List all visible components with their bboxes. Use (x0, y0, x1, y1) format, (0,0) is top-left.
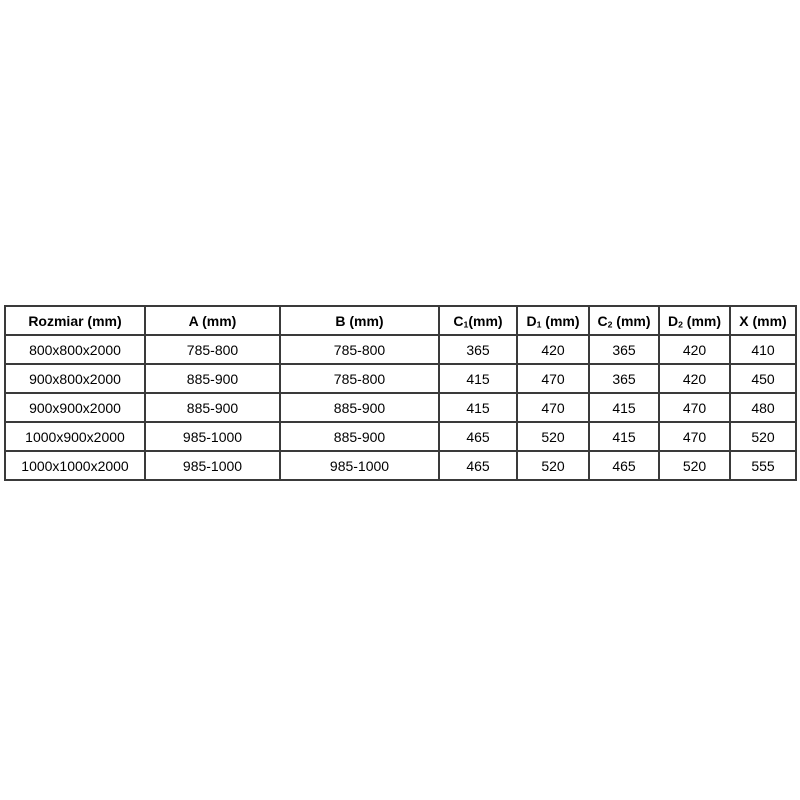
header-subscript: 1 (463, 319, 469, 330)
header-unit: (mm) (541, 312, 580, 329)
header-text: X (mm) (739, 312, 787, 329)
table-cell-c1: 465 (439, 422, 517, 451)
table-cell-c2: 365 (589, 364, 659, 393)
table-cell-b: 885-900 (280, 422, 439, 451)
header-text: B (mm) (335, 312, 384, 329)
table-cell-c1: 415 (439, 364, 517, 393)
table-cell-a: 885-900 (145, 393, 280, 422)
column-header-c2 (589, 306, 659, 335)
header-unit: (mm) (468, 312, 503, 329)
table-cell-c1: 415 (439, 393, 517, 422)
table-row (5, 451, 796, 480)
table-cell-c2: 415 (589, 393, 659, 422)
table-cell-d2: 470 (659, 422, 730, 451)
table-cell-d2: 520 (659, 451, 730, 480)
table-cell-d1: 420 (517, 335, 589, 364)
header-subscript: 2 (607, 319, 613, 330)
table-cell-a: 985-1000 (145, 451, 280, 480)
table-cell-c1: 365 (439, 335, 517, 364)
header-unit: (mm) (612, 312, 651, 329)
table-cell-size: 900x900x2000 (5, 393, 145, 422)
table-cell-x: 480 (730, 393, 796, 422)
table-row (5, 364, 796, 393)
header-text: A (mm) (188, 312, 237, 329)
table-cell-a: 985-1000 (145, 422, 280, 451)
table-cell-d2: 470 (659, 393, 730, 422)
spec-table (4, 305, 797, 481)
header-unit: (mm) (682, 312, 722, 329)
header-text: C (453, 312, 464, 329)
table-cell-size: 1000x1000x2000 (5, 451, 145, 480)
table-row (5, 393, 796, 422)
table-cell-d2: 420 (659, 364, 730, 393)
column-header-d2 (659, 306, 730, 335)
table-cell-a: 885-900 (145, 364, 280, 393)
table-cell-d1: 470 (517, 364, 589, 393)
table-cell-size: 900x800x2000 (5, 364, 145, 393)
table-cell-c2: 415 (589, 422, 659, 451)
table-cell-d1: 520 (517, 451, 589, 480)
header-text: Rozmiar (mm) (28, 312, 122, 329)
table-cell-d2: 420 (659, 335, 730, 364)
header-text: D (667, 312, 679, 329)
header-subscript: 2 (678, 319, 683, 330)
table-cell-d1: 470 (517, 393, 589, 422)
table-cell-d1: 520 (517, 422, 589, 451)
column-header-c1 (439, 306, 517, 335)
header-subscript: 1 (536, 319, 542, 330)
table-row (5, 335, 796, 364)
table-cell-c2: 365 (589, 335, 659, 364)
column-header-a (145, 306, 280, 335)
table-cell-a: 785-800 (145, 335, 280, 364)
table-cell-x: 555 (730, 451, 796, 480)
header-text: C (597, 312, 608, 329)
table-cell-x: 410 (730, 335, 796, 364)
column-header-b (280, 306, 439, 335)
table-row (5, 422, 796, 451)
table-cell-b: 785-800 (280, 335, 439, 364)
header-text: D (526, 312, 537, 329)
table-cell-b: 985-1000 (280, 451, 439, 480)
header-row (5, 306, 796, 335)
column-header-rozmiar (5, 306, 145, 335)
table-cell-size: 800x800x2000 (5, 335, 145, 364)
table-cell-b: 885-900 (280, 393, 439, 422)
table-cell-b: 785-800 (280, 364, 439, 393)
table-cell-x: 520 (730, 422, 796, 451)
column-header-d1 (517, 306, 589, 335)
column-header-x (730, 306, 796, 335)
table-cell-c1: 465 (439, 451, 517, 480)
table-cell-c2: 465 (589, 451, 659, 480)
table-cell-x: 450 (730, 364, 796, 393)
table-cell-size: 1000x900x2000 (5, 422, 145, 451)
